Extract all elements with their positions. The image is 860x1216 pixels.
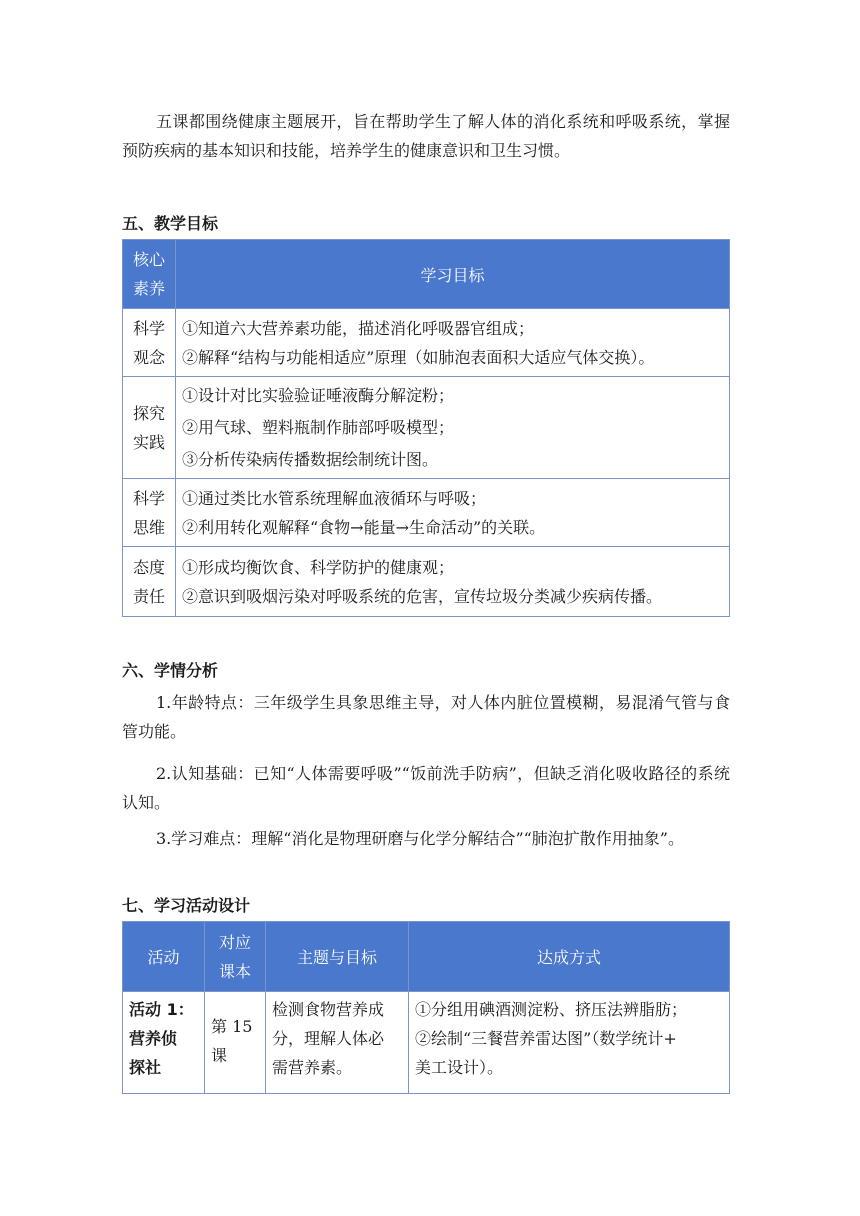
lesson-cell: 第 15 课 bbox=[205, 992, 266, 1094]
goals-cell: ①设计对比实验验证唾液酶分解淀粉； ②用气球、塑料瓶制作肺部呼吸模型； ③分析传染病传播数据绘制统计图。 bbox=[176, 377, 730, 479]
goals-row-attitude-responsibility bbox=[123, 547, 730, 617]
category-cell: 科学 思维 bbox=[123, 479, 176, 547]
goals-row-scientific-thinking bbox=[123, 479, 730, 547]
section7-heading: 七、学习活动设计 bbox=[122, 896, 251, 915]
learner-point-difficulty: 3.学习难点：理解“消化是物理研磨与化学分解结合”“肺泡扩散作用抽象”。 bbox=[156, 829, 684, 848]
activity-name-cell: 活动 1： 营养侦 探社 bbox=[123, 992, 205, 1094]
method-cell: ①分组用碘酒测淀粉、挤压法辨脂肪； ②绘制“三餐营养雷达图”（数学统计+ 美工设计）。 bbox=[409, 992, 730, 1094]
learner-point-age: 1.年龄特点：三年级学生具象思维主导，对人体内脏位置模糊，易混淆气管与食管功能。 bbox=[122, 693, 730, 741]
header-activity: 活动 bbox=[123, 922, 205, 992]
goals-cell: ①形成均衡饮食、科学防护的健康观； ②意识到吸烟污染对呼吸系统的危害，宣传垃圾分类减少疾病传播。 bbox=[176, 547, 730, 617]
intro-paragraph: 五课都围绕健康主题展开，旨在帮助学生了解人体的消化系统和呼吸系统，掌握预防疾病的基本知识和技能，培养学生的健康意识和卫生习惯。 bbox=[122, 112, 730, 160]
header-lesson: 对应 课本 bbox=[205, 922, 266, 992]
section6-heading: 六、学情分析 bbox=[122, 661, 219, 680]
goals-cell: ①知道六大营养素功能，描述消化呼吸器官组成； ②解释“结构与功能相适应”原理（如肺泡表面积大适应气体交换）。 bbox=[176, 309, 730, 377]
learner-point-cognition: 2.认知基础：已知“人体需要呼吸”“饭前洗手防病”，但缺乏消化吸收路径的系统认知。 bbox=[122, 764, 730, 812]
category-cell: 态度 责任 bbox=[123, 547, 176, 617]
goals-cell: ①通过类比水管系统理解血液循环与呼吸； ②利用转化观解释“食物→能量→生命活动”的关联。 bbox=[176, 479, 730, 547]
activity-design-table bbox=[122, 921, 730, 1094]
header-theme: 主题与目标 bbox=[266, 922, 409, 992]
goals-table-header-row bbox=[123, 240, 730, 309]
theme-cell: 检测食物营养成 分，理解人体必 需营养素。 bbox=[266, 992, 409, 1094]
goals-row-inquiry-practice bbox=[123, 377, 730, 479]
section5-heading: 五、教学目标 bbox=[122, 214, 219, 233]
goals-row-science-concept bbox=[123, 309, 730, 377]
header-method: 达成方式 bbox=[409, 922, 730, 992]
teaching-goals-table bbox=[122, 239, 730, 617]
activity-table-header-row bbox=[123, 922, 730, 992]
category-cell: 探究 实践 bbox=[123, 377, 176, 479]
header-learning-goals: 学习目标 bbox=[176, 240, 730, 309]
activity-row bbox=[123, 992, 730, 1094]
header-core-literacy: 核心 素养 bbox=[123, 240, 176, 309]
category-cell: 科学 观念 bbox=[123, 309, 176, 377]
